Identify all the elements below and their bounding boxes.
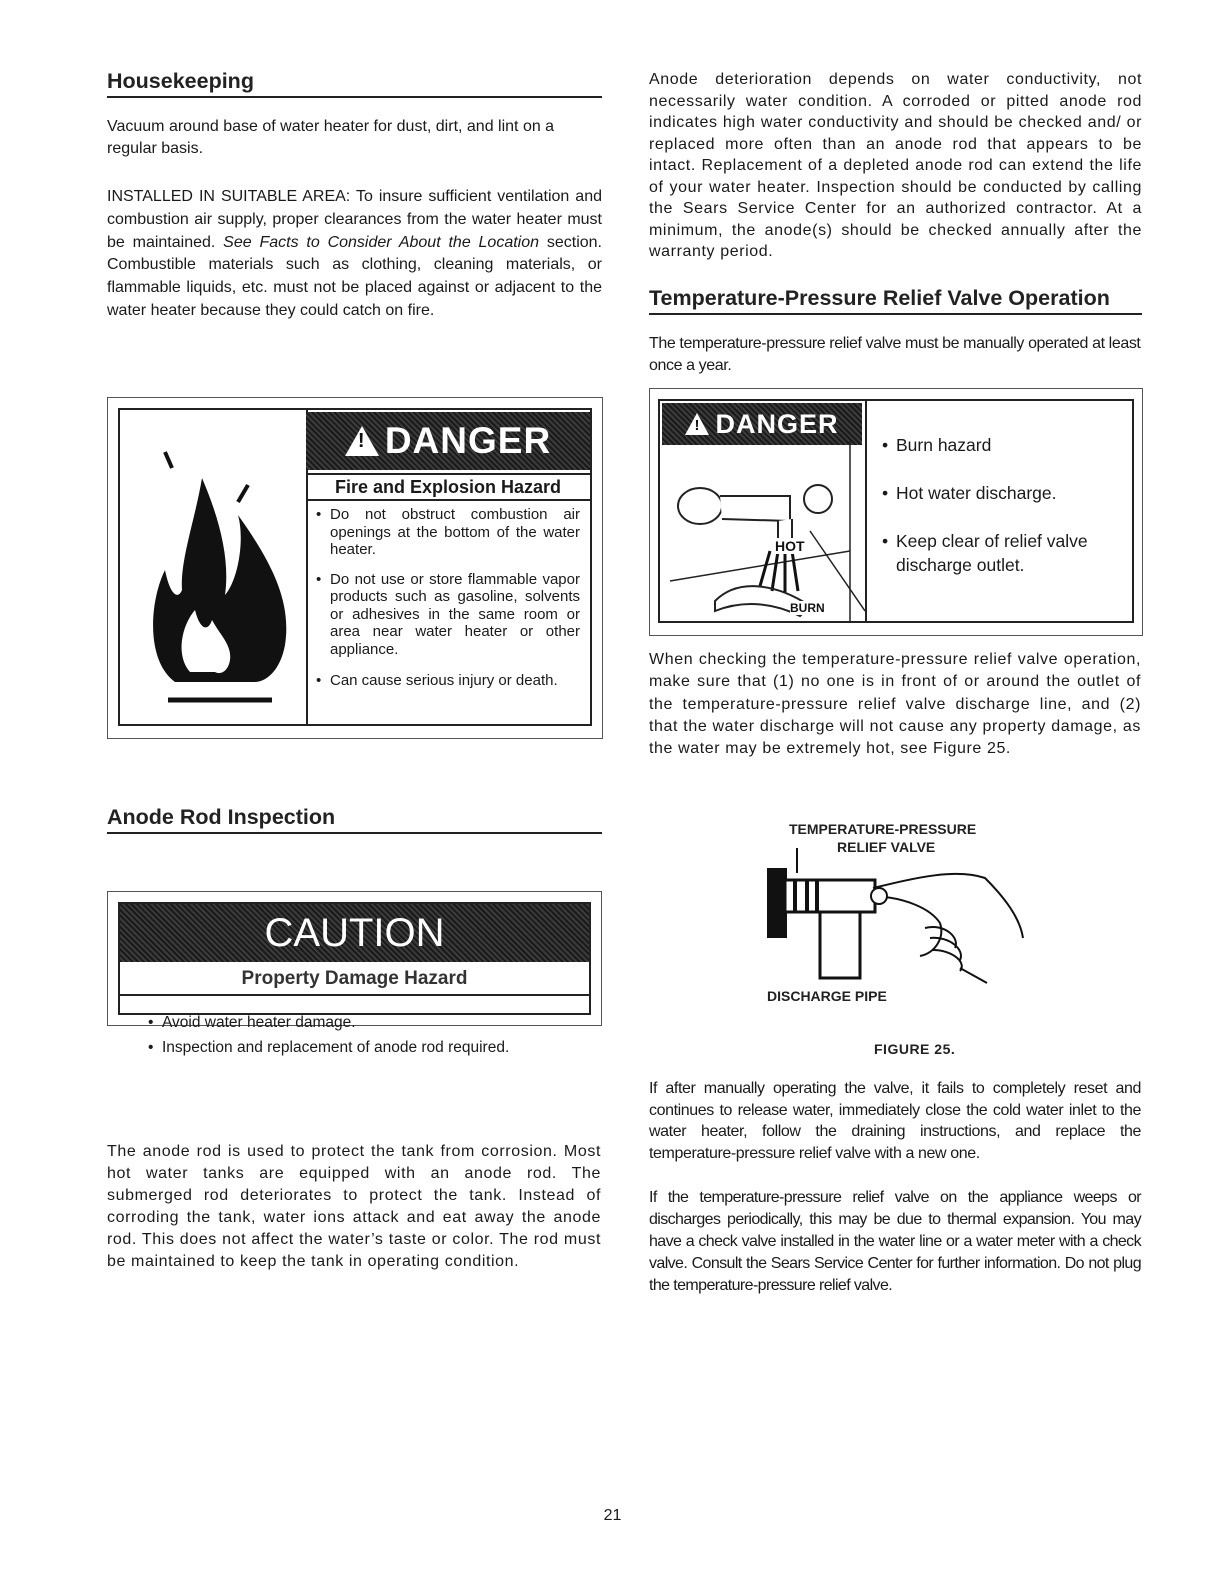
anode-paragraph: The anode rod is used to protect the tank from corrosion. Most hot water tanks are equipped with an anode rod. The submerged rod deteriorates to protect the tank. Instead of corroding the tank, water ions attack and eat away the anode rod. This does not affect the water’s taste or color. The rod must be maintained to keep the tank in operating condition. bbox=[107, 1143, 601, 1270]
flame-pictogram bbox=[120, 410, 308, 724]
page-number: 21 bbox=[603, 1507, 622, 1524]
tpr-paragraph-4: If the temperature-pressure relief valve on the appliance weeps or discharges periodically, this may be due to thermal expansion. You may have a check valve installed in the water line or a water meter with a check valve. Consult the Sears Service Center for further information. Do not plug the temperature-pressure relief valve. bbox=[649, 1189, 1141, 1294]
housekeeping-paragraph-1: Vacuum around base of water heater for dust, dirt, and lint on a regular basis. bbox=[107, 118, 555, 157]
tpr-heading: Temperature-Pressure Relief Valve Operation bbox=[649, 286, 1142, 315]
caution-signal-banner: CAUTION bbox=[120, 904, 589, 962]
flame-icon bbox=[120, 410, 306, 724]
caution-hazard-title: Property Damage Hazard bbox=[120, 964, 589, 996]
fire-danger-bullets bbox=[316, 506, 580, 690]
burn-danger-sign bbox=[649, 388, 1143, 636]
warning-triangle-icon: ! bbox=[345, 426, 379, 456]
caution-sign bbox=[107, 891, 602, 1056]
list-item: • Do not obstruct combustion air openings at the bottom of the water heater. bbox=[316, 506, 580, 559]
list-item: • Do not use or store flammable vapor products such as gasoline, solvents or adhesives in the same room or area near water heater or other appliance. bbox=[316, 571, 580, 659]
figure-label-valve-line1: TEMPERATURE-PRESSURE bbox=[789, 821, 977, 837]
danger-signal-word: DANGER bbox=[715, 408, 839, 439]
list-item: • Burn hazard bbox=[882, 433, 1127, 457]
figure-caption: FIGURE 25. bbox=[874, 1041, 956, 1057]
fire-danger-sign bbox=[107, 397, 603, 739]
burn-pictogram bbox=[660, 401, 867, 621]
figure-label-pipe: DISCHARGE PIPE bbox=[767, 988, 887, 1004]
danger-signal-banner bbox=[306, 412, 590, 470]
tpr-paragraph-3: If after manually operating the valve, it fails to completely reset and continues to release water, immediately close the cold water inlet to the water heater, follow the draining instructions, and replace the temperature-pressure relief valve with a new one. bbox=[649, 1080, 1141, 1162]
list-item: • Can cause serious injury or death. bbox=[316, 672, 580, 690]
housekeeping-paragraph-2 bbox=[107, 186, 602, 323]
anode-deterioration-paragraph: Anode deterioration depends on water conductivity, not necessarily water condition. A corroded or pitted anode rod indicates high water conductivity and should be checked and/ or replaced more often than an anode rod that appears to be intact. Replacement of a depleted anode rod can extend the life of your water heater. Inspection should be conducted by calling the Sears Service Center for an authorized contractor. At a minimum, the anode(s) should be checked annually after the warranty period. bbox=[649, 71, 1142, 260]
hazard-title: Fire and Explosion Hazard bbox=[306, 473, 590, 501]
figure-label-valve-line2: RELIEF VALVE bbox=[837, 839, 936, 855]
sign-frame bbox=[658, 399, 1134, 623]
paragraph-text: INSTALLED IN SUITABLE AREA: To insure sufficient ventilation and combustion air supply, proper clearances from the water heater must be maintained. bbox=[107, 188, 602, 251]
danger-signal-word: DANGER bbox=[384, 420, 552, 461]
relief-valve-figure bbox=[755, 838, 1045, 988]
sign-frame bbox=[118, 408, 592, 726]
list-item: • Keep clear of relief valve discharge outlet. bbox=[882, 529, 1127, 577]
warning-triangle-icon: ! bbox=[685, 413, 709, 435]
housekeeping-heading: Housekeeping bbox=[107, 69, 602, 98]
caution-bullets bbox=[148, 1010, 588, 1060]
burn-label: BURN bbox=[790, 601, 825, 615]
tpr-paragraph-2: When checking the temperature-pressure relief valve operation, make sure that (1) no one is in front of or around the outlet of the temperature-pressure relief valve discharge line, and (2) that the water discharge will not cause any property damage, as the water may be extremely hot, see Figure 25. bbox=[649, 651, 1141, 758]
paragraph-text: section. Combustible materials such as clothing, cleaning materials, or flammable liquids, etc. must not be placed against or adjacent to the water heater because they could catch on fire. bbox=[107, 233, 602, 319]
hot-water-faucet-icon bbox=[660, 401, 865, 621]
cross-reference: See Facts to Consider About the Location bbox=[223, 233, 540, 251]
list-item: • Avoid water heater damage. bbox=[148, 1010, 588, 1035]
sign-frame bbox=[118, 902, 591, 1015]
hot-label: HOT bbox=[775, 538, 805, 554]
anode-heading: Anode Rod Inspection bbox=[107, 805, 602, 834]
tpr-paragraph-1: The temperature-pressure relief valve must be manually operated at least once a year. bbox=[649, 335, 1141, 374]
burn-danger-bullets bbox=[882, 433, 1127, 577]
list-item: • Inspection and replacement of anode rod required. bbox=[148, 1035, 588, 1060]
list-item: • Hot water discharge. bbox=[882, 481, 1127, 505]
